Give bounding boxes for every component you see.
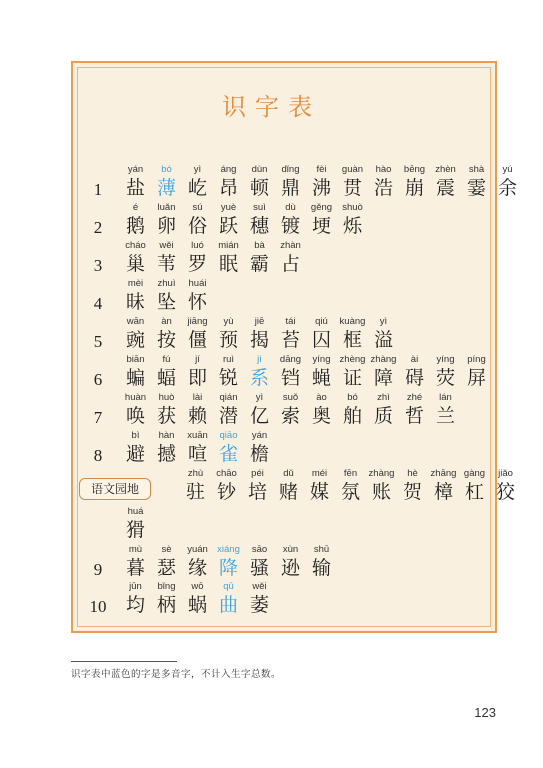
pinyin: huái <box>188 278 207 289</box>
literacy-row <box>0 239 543 279</box>
page-number: 123 <box>474 705 496 720</box>
pinyin: lài <box>192 392 203 403</box>
hanzi: 薄 <box>156 177 176 199</box>
hanzi: 沸 <box>311 177 331 199</box>
character-item <box>307 543 336 583</box>
pinyin: bǐng <box>157 581 176 592</box>
pinyin: lán <box>439 392 452 403</box>
character-item <box>245 580 274 620</box>
pinyin: jí <box>195 354 200 365</box>
hanzi: 曲 <box>218 594 238 616</box>
hanzi: 昧 <box>125 291 145 313</box>
row-number: 7 <box>93 408 103 427</box>
pinyin: bó <box>347 392 358 403</box>
hanzi: 崩 <box>404 177 424 199</box>
pinyin: áng <box>220 164 237 175</box>
hanzi: 穗 <box>249 215 269 237</box>
pinyin: yì <box>379 316 388 327</box>
hanzi: 暮 <box>125 557 145 579</box>
pinyin: huàn <box>124 392 147 403</box>
pinyin: shū <box>313 544 330 555</box>
literacy-row <box>0 315 543 355</box>
hanzi: 蝠 <box>156 367 176 389</box>
character-item <box>462 353 491 393</box>
hanzi: 索 <box>280 405 300 427</box>
hanzi: 培 <box>247 481 267 503</box>
hanzi: 驻 <box>185 481 205 503</box>
hanzi: 萎 <box>249 594 269 616</box>
hanzi: 鼎 <box>280 177 300 199</box>
hanzi: 缘 <box>187 557 207 579</box>
hanzi: 埂 <box>311 215 331 237</box>
hanzi: 障 <box>373 367 393 389</box>
pinyin: àn <box>161 316 172 327</box>
hanzi: 框 <box>342 329 362 351</box>
hanzi: 预 <box>218 329 238 351</box>
literacy-row <box>0 277 543 317</box>
pinyin: qián <box>219 392 238 403</box>
hanzi: 钞 <box>216 481 236 503</box>
hanzi: 赖 <box>187 405 207 427</box>
pinyin: zhuì <box>157 278 176 289</box>
literacy-row <box>0 391 543 431</box>
hanzi: 怀 <box>187 291 207 313</box>
hanzi: 屏 <box>466 367 486 389</box>
chinese-garden-label: 语文园地 <box>79 478 151 500</box>
hanzi: 雀 <box>218 443 238 465</box>
pinyin: dāng <box>279 354 302 365</box>
pinyin: zhèn <box>435 164 456 175</box>
hanzi: 俗 <box>187 215 207 237</box>
pinyin: sè <box>161 544 172 555</box>
character-item <box>369 315 398 355</box>
pinyin: shà <box>468 164 485 175</box>
pinyin: jiē <box>254 316 265 327</box>
hanzi: 鹅 <box>125 215 145 237</box>
pinyin: yuè <box>220 202 237 213</box>
pinyin: suǒ <box>282 392 299 403</box>
pinyin: tái <box>285 316 296 327</box>
pinyin: zhì <box>377 392 390 403</box>
literacy-row <box>0 543 543 583</box>
pinyin: bì <box>131 430 140 441</box>
hanzi: 浩 <box>373 177 393 199</box>
literacy-row <box>0 429 543 469</box>
row-number: 5 <box>93 332 103 351</box>
pinyin: fēn <box>343 468 358 479</box>
hanzi: 蝇 <box>311 367 331 389</box>
pinyin: yì <box>255 392 264 403</box>
hanzi: 降 <box>218 557 238 579</box>
hanzi: 锐 <box>218 367 238 389</box>
hanzi: 昂 <box>218 177 238 199</box>
hanzi: 狡 <box>495 481 515 503</box>
hanzi: 卵 <box>156 215 176 237</box>
pinyin: dǐng <box>281 164 300 175</box>
pinyin: fèi <box>316 164 327 175</box>
literacy-row <box>0 201 543 241</box>
hanzi: 证 <box>342 367 362 389</box>
hanzi: 坠 <box>156 291 176 313</box>
hanzi: 荧 <box>435 367 455 389</box>
hanzi: 眠 <box>218 253 238 275</box>
hanzi: 潜 <box>218 405 238 427</box>
pinyin: shuò <box>342 202 363 213</box>
pinyin: bó <box>161 164 172 175</box>
pinyin: jì <box>257 354 262 365</box>
row-number: 2 <box>93 218 103 237</box>
pinyin: xiáng <box>217 544 240 555</box>
hanzi: 撼 <box>156 443 176 465</box>
hanzi: 跃 <box>218 215 238 237</box>
literacy-row <box>0 353 543 393</box>
character-item <box>245 429 274 469</box>
pinyin: luǎn <box>157 202 176 213</box>
pinyin: guàn <box>341 164 364 175</box>
pinyin: dù <box>285 202 296 213</box>
hanzi: 按 <box>156 329 176 351</box>
pinyin: cháo <box>125 240 146 251</box>
hanzi: 苇 <box>156 253 176 275</box>
pinyin: bà <box>254 240 265 251</box>
hanzi: 喧 <box>187 443 207 465</box>
pinyin: wěi <box>252 581 267 592</box>
hanzi: 豌 <box>125 329 145 351</box>
pinyin: yù <box>223 316 234 327</box>
pinyin: dùn <box>251 164 268 175</box>
hanzi: 避 <box>125 443 145 465</box>
pinyin: biān <box>126 354 145 365</box>
hanzi: 均 <box>125 594 145 616</box>
pinyin: píng <box>467 354 486 365</box>
pinyin: zhàng <box>370 354 397 365</box>
hanzi: 账 <box>371 481 391 503</box>
character-item <box>493 163 522 203</box>
hanzi: 舶 <box>342 405 362 427</box>
pinyin: mèi <box>127 278 144 289</box>
hanzi: 顿 <box>249 177 269 199</box>
row-number: 8 <box>93 446 103 465</box>
hanzi: 巢 <box>125 253 145 275</box>
pinyin: péi <box>251 468 264 479</box>
hanzi: 蜗 <box>187 594 207 616</box>
hanzi: 质 <box>373 405 393 427</box>
pinyin: sú <box>192 202 203 213</box>
hanzi: 苔 <box>280 329 300 351</box>
hanzi: 瑟 <box>156 557 176 579</box>
hanzi: 溢 <box>373 329 393 351</box>
hanzi: 系 <box>249 367 269 389</box>
pinyin: yíng <box>312 354 331 365</box>
character-item <box>338 201 367 241</box>
pinyin: zhù <box>187 468 204 479</box>
hanzi: 杠 <box>464 481 484 503</box>
pinyin: gěng <box>310 202 333 213</box>
literacy-row <box>0 163 543 203</box>
row-number: 10 <box>89 597 107 616</box>
pinyin: mián <box>218 240 239 251</box>
pinyin: hàn <box>158 430 175 441</box>
pinyin: yán <box>127 164 144 175</box>
pinyin: wān <box>126 316 145 327</box>
pinyin: kuàng <box>339 316 366 327</box>
pinyin: zhāng <box>430 468 457 479</box>
hanzi: 兰 <box>435 405 455 427</box>
character-item <box>183 277 212 317</box>
hanzi: 余 <box>497 177 517 199</box>
pinyin: mù <box>128 544 143 555</box>
pinyin: xuān <box>187 430 208 441</box>
hanzi: 柄 <box>156 594 176 616</box>
row-number: 9 <box>93 560 103 579</box>
row-number: 4 <box>93 294 103 313</box>
hanzi: 获 <box>156 405 176 427</box>
pinyin: luó <box>191 240 204 251</box>
hanzi: 即 <box>187 367 207 389</box>
hanzi: 霎 <box>466 177 486 199</box>
row-number: 6 <box>93 370 103 389</box>
pinyin: qiāo <box>219 430 238 441</box>
hanzi: 亿 <box>249 405 269 427</box>
pinyin: hè <box>407 468 418 479</box>
pinyin: yán <box>251 430 268 441</box>
pinyin: zhàng <box>368 468 395 479</box>
pinyin: ài <box>410 354 419 365</box>
hanzi: 奥 <box>311 405 331 427</box>
pinyin: gàng <box>463 468 486 479</box>
pinyin: yíng <box>436 354 455 365</box>
character-item <box>121 505 150 545</box>
pinyin: chāo <box>216 468 237 479</box>
character-item <box>491 467 520 507</box>
hanzi: 铛 <box>280 367 300 389</box>
page-title: 识字表 <box>222 93 321 121</box>
hanzi: 樟 <box>433 481 453 503</box>
pinyin: jūn <box>129 581 142 592</box>
pinyin: dǔ <box>283 468 294 479</box>
pinyin: xùn <box>282 544 299 555</box>
hanzi: 占 <box>280 253 300 275</box>
literacy-row <box>0 505 543 545</box>
hanzi: 唤 <box>125 405 145 427</box>
hanzi: 檐 <box>249 443 269 465</box>
hanzi: 贺 <box>402 481 422 503</box>
hanzi: 镀 <box>280 215 300 237</box>
pinyin: yì <box>193 164 202 175</box>
character-item <box>276 239 305 279</box>
hanzi: 揭 <box>249 329 269 351</box>
hanzi: 碍 <box>404 367 424 389</box>
pinyin: jiāng <box>187 316 208 327</box>
pinyin: huò <box>158 392 175 403</box>
hanzi: 烁 <box>342 215 362 237</box>
pinyin: bēng <box>403 164 426 175</box>
hanzi: 赌 <box>278 481 298 503</box>
row-number: 3 <box>93 256 103 275</box>
pinyin: qiú <box>315 316 328 327</box>
pinyin: suì <box>253 202 266 213</box>
footnote-divider <box>71 661 177 662</box>
pinyin: fú <box>162 354 171 365</box>
hanzi: 哲 <box>404 405 424 427</box>
pinyin: yuán <box>187 544 208 555</box>
pinyin: wěi <box>159 240 174 251</box>
hanzi: 贯 <box>342 177 362 199</box>
pinyin: jiǎo <box>498 468 513 479</box>
hanzi: 蝙 <box>125 367 145 389</box>
pinyin: hào <box>375 164 392 175</box>
hanzi: 氛 <box>340 481 360 503</box>
pinyin: ào <box>316 392 327 403</box>
pinyin: sāo <box>251 544 268 555</box>
literacy-row <box>0 580 543 620</box>
hanzi: 震 <box>435 177 455 199</box>
pinyin: zhé <box>406 392 423 403</box>
hanzi: 霸 <box>249 253 269 275</box>
hanzi: 屹 <box>187 177 207 199</box>
hanzi: 媒 <box>309 481 329 503</box>
hanzi: 骚 <box>249 557 269 579</box>
hanzi: 猾 <box>125 519 145 541</box>
hanzi: 囚 <box>311 329 331 351</box>
pinyin: wō <box>191 581 204 592</box>
row-number: 1 <box>93 180 103 199</box>
pinyin: yú <box>502 164 513 175</box>
pinyin: zhàn <box>280 240 301 251</box>
pinyin: é <box>132 202 139 213</box>
pinyin: qū <box>223 581 234 592</box>
hanzi: 罗 <box>187 253 207 275</box>
pinyin: méi <box>311 468 328 479</box>
pinyin: ruì <box>222 354 235 365</box>
hanzi: 输 <box>311 557 331 579</box>
character-item <box>431 391 460 431</box>
hanzi: 逊 <box>280 557 300 579</box>
hanzi: 僵 <box>187 329 207 351</box>
pinyin: huá <box>127 506 144 517</box>
pinyin: zhèng <box>339 354 366 365</box>
hanzi: 盐 <box>125 177 145 199</box>
footnote: 识字表中蓝色的字是多音字，不计入生字总数。 <box>71 669 282 680</box>
